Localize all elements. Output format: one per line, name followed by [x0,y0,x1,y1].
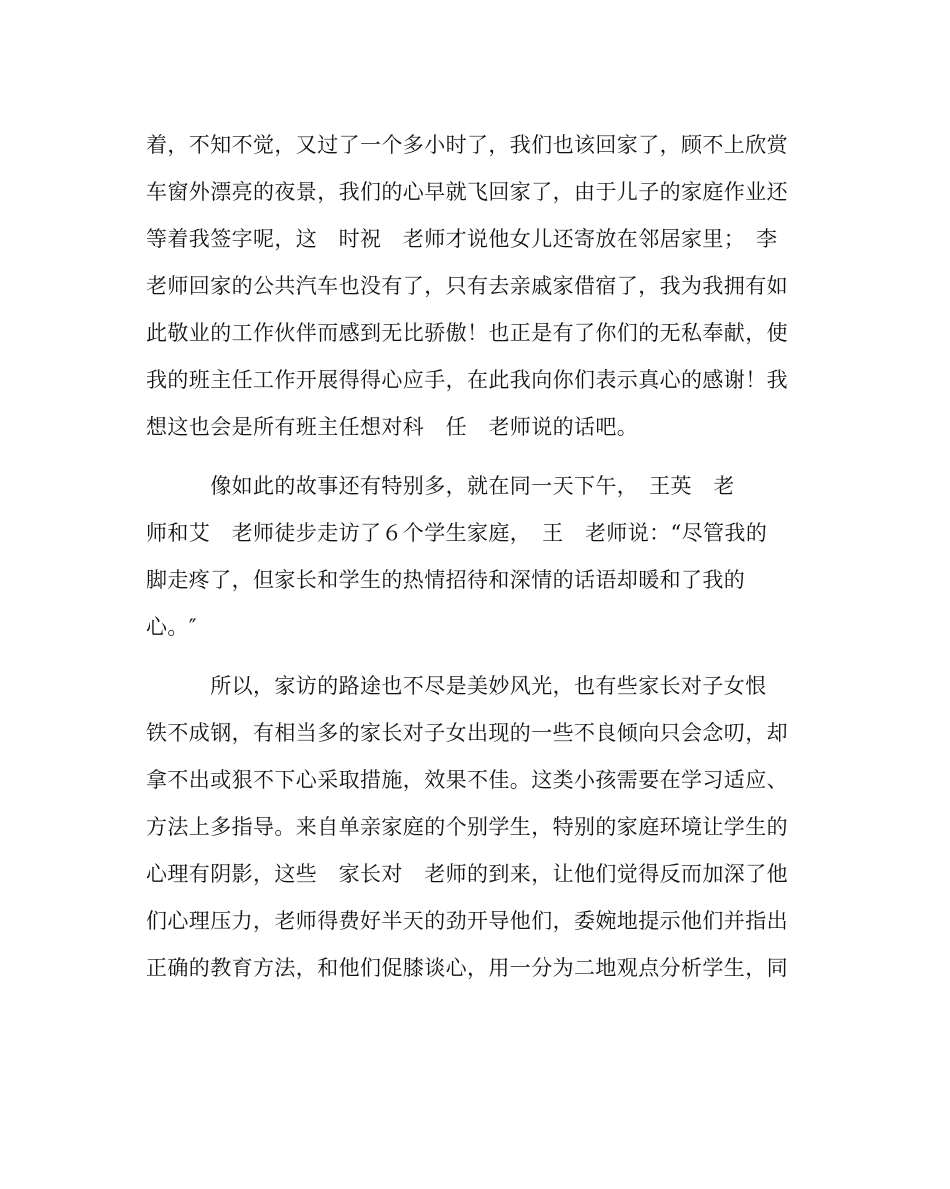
text-line: 像如此的故事还有特别多，就在同一天下午， 王英 老 [146,474,735,498]
text-line: 我的班主任工作开展得得心应手，在此我向你们表示真心的感谢！我 [146,368,788,392]
text-line: 铁不成钢，有相当多的家长对子女出现的一些不良倾向只会念叨，却 [146,721,788,745]
text-line: 此敬业的工作伙伴而感到无比骄傲！也正是有了你们的无私奉献，使 [146,321,788,345]
text-line: 所以，家访的路途也不尽是美妙风光，也有些家长对子女恨 [146,674,767,698]
text-line: 正确的教育方法，和他们促膝谈心，用一分为二地观点分析学生，同 [146,956,788,980]
text-line: 老师回家的公共汽车也没有了，只有去亲戚家借宿了，我为我拥有如 [146,274,788,298]
text-line: 心理有阴影，这些 家长对 老师的到来，让他们觉得反而加深了他 [146,862,788,886]
text-line: 拿不出或狠不下心采取措施，效果不佳。这类小孩需要在学习适应、 [146,768,788,792]
text-line: 车窗外漂亮的夜景，我们的心早就飞回家了，由于儿子的家庭作业还 [146,180,788,204]
text-line: 想这也会是所有班主任想对科 任 老师说的话吧。 [146,415,639,439]
text-line: 师和艾 老师徒步走访了６个学生家庭， 王 老师说：“尽管我的 [146,521,768,545]
text-line: 脚走疼了，但家长和学生的热情招待和深情的话语却暖和了我的 [146,568,746,592]
text-line: 们心理压力，老师得费好半天的劲开导他们，委婉地提示他们并指出 [146,909,788,933]
text-line: 等着我签字呢，这 时祝 老师才说他女儿还寄放在邻居家里； 李 [146,227,778,251]
text-line: 方法上多指导。来自单亲家庭的个别学生，特别的家庭环境让学生的 [146,815,788,839]
text-line: 心。″ [146,615,198,639]
text-line: 着，不知不觉，又过了一个多小时了，我们也该回家了，顾不上欣赏 [146,133,788,157]
